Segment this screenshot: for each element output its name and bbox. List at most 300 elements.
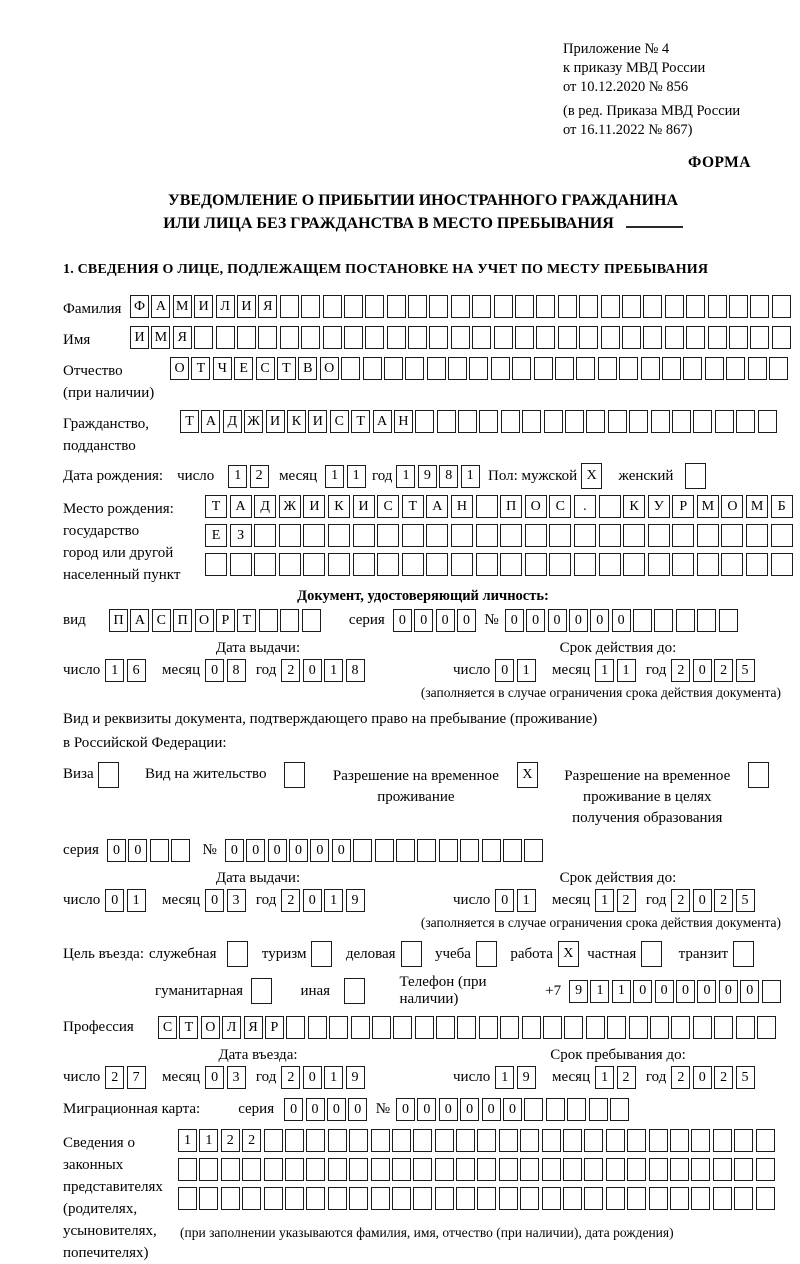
char-cell	[377, 553, 399, 576]
char-cell: 1	[127, 889, 146, 912]
char-cell	[371, 1158, 390, 1181]
char-cell: Ч	[213, 357, 232, 380]
sex-label: Пол: мужской	[488, 467, 578, 484]
char-cell	[714, 1016, 733, 1039]
char-cell	[713, 1158, 732, 1181]
birth-day-label: число	[177, 467, 215, 484]
edu-residence-label	[554, 762, 740, 829]
residence-doc-date-heads	[63, 870, 783, 887]
char-cell	[729, 295, 748, 318]
representatives-label	[63, 1129, 178, 1264]
edu-residence-label-line: проживание в целях	[583, 789, 712, 805]
stay-year-cells	[671, 1066, 757, 1089]
char-cell	[501, 410, 520, 433]
purpose-study-label: учеба	[434, 945, 471, 962]
profession-label: Профессия	[63, 1019, 134, 1035]
doc-expiry-date-group	[453, 659, 759, 682]
char-cell	[574, 524, 596, 547]
residence-issue-month-cells	[205, 889, 248, 912]
char-cell	[733, 941, 754, 967]
char-cell: Н	[394, 410, 413, 433]
residence-doc-series-row	[63, 839, 783, 862]
char-cell	[608, 410, 627, 433]
char-cell	[365, 295, 384, 318]
char-cell	[586, 1016, 605, 1039]
month-label: месяц	[552, 662, 591, 678]
char-cell: 0	[460, 1098, 479, 1121]
char-cell	[323, 295, 342, 318]
char-cell	[429, 326, 448, 349]
char-cell	[584, 1187, 603, 1210]
char-cell: С	[549, 495, 571, 518]
char-cell	[522, 410, 541, 433]
birth-place-label-line: Место рождения:	[63, 501, 174, 517]
purpose-other-checkbox	[344, 978, 367, 1004]
char-cell	[329, 1016, 348, 1039]
residence-doc-intro-2: в Российской Федерации:	[63, 735, 227, 751]
char-cell	[691, 1158, 710, 1181]
char-cell: 0	[128, 839, 147, 862]
char-cell	[303, 524, 325, 547]
char-cell: 0	[417, 1098, 436, 1121]
annex-line: Приложение № 4	[563, 41, 670, 57]
char-cell: Л	[216, 295, 235, 318]
citizenship-label	[63, 410, 180, 457]
char-cell: О	[525, 495, 547, 518]
char-cell: 5	[736, 889, 755, 912]
residence-expiry-month-cells	[595, 889, 638, 912]
char-cell: С	[377, 495, 399, 518]
char-cell	[691, 1129, 710, 1152]
char-cell	[427, 357, 446, 380]
patronymic-sublabel: (при наличии)	[63, 385, 155, 401]
char-cell: X	[581, 463, 602, 489]
char-cell	[544, 410, 563, 433]
residence-expiry-date-label: Срок действия до:	[559, 870, 677, 886]
char-cell	[500, 524, 522, 547]
char-cell: О	[195, 609, 214, 632]
given-name-row	[63, 326, 783, 351]
char-cell	[279, 553, 301, 576]
char-cell: 2	[105, 1066, 124, 1089]
char-cell	[650, 1016, 669, 1039]
char-cell	[756, 1129, 775, 1152]
char-cell: 2	[714, 1066, 733, 1089]
birth-place-label-line: государство	[63, 523, 140, 539]
char-cell	[402, 553, 424, 576]
char-cell	[762, 980, 781, 1003]
char-cell	[649, 1129, 668, 1152]
char-cell: 1	[396, 465, 415, 488]
residence-permit-checkbox	[284, 762, 307, 788]
migration-number-cells	[396, 1098, 631, 1121]
char-cell: 0	[289, 839, 308, 862]
char-cell	[564, 1016, 583, 1039]
char-cell: 0	[303, 1066, 322, 1089]
phone-cells	[569, 980, 783, 1003]
char-cell	[563, 1129, 582, 1152]
char-cell	[482, 839, 501, 862]
entry-date-label: Дата въезда:	[218, 1047, 298, 1063]
char-cell	[469, 357, 488, 380]
char-cell	[665, 326, 684, 349]
surname-row	[63, 295, 783, 320]
char-cell	[686, 326, 705, 349]
char-cell	[623, 524, 645, 547]
char-cell	[542, 1187, 561, 1210]
doc-expiry-month-cells	[595, 659, 638, 682]
char-cell: И	[266, 410, 285, 433]
purpose-second-row	[63, 974, 783, 1008]
char-cell	[451, 524, 473, 547]
char-cell	[377, 524, 399, 547]
char-cell	[649, 1187, 668, 1210]
char-cell	[413, 1187, 432, 1210]
char-cell	[458, 410, 477, 433]
char-cell: 2	[671, 889, 690, 912]
residence-expiry-year-cells	[671, 889, 757, 912]
residence-expiry-date-group	[453, 889, 759, 912]
phone-prefix: +7	[545, 982, 562, 999]
char-cell: 2	[714, 659, 733, 682]
char-cell	[672, 553, 694, 576]
char-cell: 1	[495, 1066, 514, 1089]
char-cell	[546, 1098, 565, 1121]
purpose-transit-checkbox	[733, 941, 756, 967]
char-cell: К	[287, 410, 306, 433]
form-label: ФОРМА	[687, 154, 751, 171]
char-cell	[344, 326, 363, 349]
representatives-row	[63, 1129, 783, 1264]
char-cell	[472, 295, 491, 318]
identity-doc-heading: Документ, удостоверяющий личность:	[297, 588, 549, 604]
day-label: число	[453, 662, 491, 678]
char-cell: 0	[503, 1098, 522, 1121]
temp-residence-label-line: Разрешение на временное	[332, 768, 499, 784]
profession-row	[63, 1016, 783, 1039]
day-label: число	[63, 1069, 101, 1085]
char-cell	[525, 553, 547, 576]
representatives-label-line: (родителях,	[63, 1201, 138, 1217]
char-cell	[284, 762, 305, 788]
purpose-tourism-label: туризм	[261, 945, 307, 962]
char-cell	[435, 1158, 454, 1181]
char-cell	[685, 463, 706, 489]
char-cell	[736, 410, 755, 433]
char-cell: 1	[517, 659, 536, 682]
char-cell: А	[130, 609, 149, 632]
char-cell	[555, 357, 574, 380]
temp-residence-label	[325, 762, 507, 808]
char-cell	[306, 1158, 325, 1181]
migration-card-label: Миграционная карта:	[63, 1101, 201, 1117]
residence-series-cells	[107, 839, 193, 862]
year-label: год	[645, 892, 667, 908]
char-cell: Т	[237, 609, 256, 632]
char-cell: 1	[324, 1066, 343, 1089]
char-cell	[757, 1016, 776, 1039]
char-cell	[641, 357, 660, 380]
char-cell	[503, 839, 522, 862]
char-cell: 2	[221, 1129, 240, 1152]
doc-expiry-date-label: Срок действия до:	[559, 640, 677, 656]
profession-cells	[158, 1016, 778, 1039]
char-cell	[670, 1158, 689, 1181]
purpose-work-label: работа	[510, 945, 553, 962]
char-cell: 0	[393, 609, 412, 632]
char-cell	[221, 1187, 240, 1210]
char-cell	[567, 1098, 586, 1121]
title-line-2: ИЛИ ЛИЦА БЕЗ ГРАЖДАНСТВА В МЕСТО ПРЕБЫВАНИЯ	[63, 212, 783, 235]
char-cell: Т	[402, 495, 424, 518]
visa-label: Виза	[63, 766, 94, 782]
char-cell: П	[109, 609, 128, 632]
annex-line: к приказу МВД России	[563, 60, 706, 76]
year-label: год	[645, 662, 667, 678]
patronymic-label-line: Отчество	[63, 363, 123, 379]
char-cell	[599, 524, 621, 547]
entry-date-row	[63, 1066, 783, 1089]
doc-issue-date-label: Дата выдачи:	[215, 640, 301, 656]
char-cell	[393, 1016, 412, 1039]
purpose-official-label: служебная	[148, 945, 217, 962]
char-cell	[515, 326, 534, 349]
char-cell	[736, 1016, 755, 1039]
representatives-note: (при заполнении указываются фамилия, имя, отчество (при наличии), дата рождения)	[180, 1225, 674, 1240]
char-cell	[323, 326, 342, 349]
char-cell	[734, 1187, 753, 1210]
year-label: год	[255, 892, 277, 908]
char-cell: 0	[697, 980, 716, 1003]
char-cell	[457, 1016, 476, 1039]
char-cell	[221, 1158, 240, 1181]
purpose-business-label: деловая	[345, 945, 396, 962]
char-cell	[251, 978, 272, 1004]
stay-month-cells	[595, 1066, 638, 1089]
char-cell	[534, 357, 553, 380]
char-cell: А	[373, 410, 392, 433]
migration-series-label: серия	[238, 1101, 275, 1117]
char-cell: 0	[414, 609, 433, 632]
char-cell	[756, 1158, 775, 1181]
char-cell: А	[201, 410, 220, 433]
char-cell	[258, 326, 277, 349]
char-cell: 2	[242, 1129, 261, 1152]
char-cell	[686, 295, 705, 318]
char-cell: Р	[216, 609, 235, 632]
char-cell: И	[130, 326, 149, 349]
char-cell: 0	[439, 1098, 458, 1121]
char-cell	[758, 410, 777, 433]
char-cell: 1	[612, 980, 631, 1003]
char-cell	[536, 295, 555, 318]
char-cell	[264, 1158, 283, 1181]
patronymic-cells	[170, 357, 790, 380]
char-cell	[599, 495, 621, 518]
char-cell	[372, 1016, 391, 1039]
char-cell: М	[173, 295, 192, 318]
char-cell: 7	[127, 1066, 146, 1089]
char-cell	[365, 326, 384, 349]
doc-type-cells	[109, 609, 323, 632]
char-cell	[396, 839, 415, 862]
char-cell	[242, 1187, 261, 1210]
birth-place-cells-block	[205, 495, 795, 582]
char-cell	[436, 1016, 455, 1039]
char-cell	[734, 1129, 753, 1152]
month-label: месяц	[552, 892, 591, 908]
char-cell	[353, 553, 375, 576]
char-cell	[328, 1158, 347, 1181]
char-cell: 0	[719, 980, 738, 1003]
char-cell: 2	[714, 889, 733, 912]
sex-male-checkbox	[581, 463, 604, 489]
char-cell: 0	[348, 1098, 367, 1121]
char-cell	[371, 1187, 390, 1210]
char-cell	[691, 1187, 710, 1210]
char-cell	[627, 1158, 646, 1181]
char-cell	[746, 553, 768, 576]
birth-year-label: год	[371, 467, 393, 484]
month-label: месяц	[552, 1069, 591, 1085]
char-cell	[499, 1129, 518, 1152]
char-cell: З	[230, 524, 252, 547]
char-cell	[606, 1158, 625, 1181]
identity-doc-row	[63, 609, 783, 632]
char-cell: О	[201, 1016, 220, 1039]
residence-issue-date-group	[63, 889, 453, 912]
char-cell	[227, 941, 248, 967]
residence-doc-type-row	[63, 762, 783, 829]
char-cell	[237, 326, 256, 349]
char-cell	[344, 978, 365, 1004]
char-cell: 1	[105, 659, 124, 682]
representatives-label-line: попечителях)	[63, 1245, 149, 1261]
char-cell	[476, 941, 497, 967]
char-cell	[456, 1158, 475, 1181]
purpose-work-checkbox	[558, 941, 581, 967]
char-cell	[479, 410, 498, 433]
purpose-transit-label: транзит	[678, 945, 729, 962]
char-cell: 0	[526, 609, 545, 632]
char-cell	[648, 553, 670, 576]
char-cell	[429, 295, 448, 318]
char-cell	[426, 553, 448, 576]
char-cell: 0	[327, 1098, 346, 1121]
annex-block	[563, 40, 783, 140]
char-cell	[353, 839, 372, 862]
residence-issue-date-label: Дата выдачи:	[215, 870, 301, 886]
char-cell	[563, 1158, 582, 1181]
char-cell	[525, 524, 547, 547]
char-cell: X	[558, 941, 579, 967]
char-cell	[520, 1158, 539, 1181]
title-blank-underline	[626, 215, 683, 228]
char-cell	[715, 410, 734, 433]
purpose-private-checkbox	[641, 941, 664, 967]
char-cell: 0	[436, 609, 455, 632]
stay-day-cells	[495, 1066, 538, 1089]
char-cell	[285, 1187, 304, 1210]
char-cell	[477, 1129, 496, 1152]
char-cell	[349, 1187, 368, 1210]
temp-residence-label-line: проживание	[377, 789, 455, 805]
char-cell	[672, 410, 691, 433]
char-cell	[683, 357, 702, 380]
char-cell	[286, 1016, 305, 1039]
char-cell	[472, 326, 491, 349]
sex-female-checkbox	[685, 463, 708, 489]
char-cell: С	[256, 357, 275, 380]
char-cell	[558, 326, 577, 349]
char-cell	[328, 1187, 347, 1210]
char-cell: 9	[517, 1066, 536, 1089]
char-cell	[254, 553, 276, 576]
char-cell: 6	[127, 659, 146, 682]
doc-issue-date-group	[63, 659, 453, 682]
char-cell	[351, 1016, 370, 1039]
char-cell	[413, 1158, 432, 1181]
char-cell: И	[353, 495, 375, 518]
month-label: месяц	[162, 892, 201, 908]
char-cell	[435, 1129, 454, 1152]
char-cell: 1	[595, 1066, 614, 1089]
birth-month-cells	[325, 465, 368, 488]
char-cell: Д	[254, 495, 276, 518]
char-cell: 9	[418, 465, 437, 488]
char-cell: 0	[612, 609, 631, 632]
char-cell	[708, 295, 727, 318]
citizenship-label-line: Гражданство,	[63, 416, 150, 432]
char-cell	[622, 295, 641, 318]
surname-label: Фамилия	[63, 301, 122, 317]
char-cell: 1	[199, 1129, 218, 1152]
char-cell: М	[697, 495, 719, 518]
char-cell: 0	[332, 839, 351, 862]
char-cell	[456, 1129, 475, 1152]
char-cell	[392, 1187, 411, 1210]
char-cell: 1	[461, 465, 480, 488]
char-cell: М	[746, 495, 768, 518]
char-cell	[558, 295, 577, 318]
char-cell	[641, 941, 662, 967]
entry-date-group	[63, 1066, 453, 1089]
edu-residence-label-line: Разрешение на временное	[564, 768, 731, 784]
patronymic-label	[63, 357, 170, 404]
char-cell: 1	[324, 889, 343, 912]
char-cell	[308, 1016, 327, 1039]
char-cell	[451, 553, 473, 576]
char-cell	[601, 326, 620, 349]
char-cell	[344, 295, 363, 318]
char-cell	[328, 524, 350, 547]
char-cell: Ф	[130, 295, 149, 318]
char-cell: 0	[495, 659, 514, 682]
char-cell: Е	[205, 524, 227, 547]
char-cell: 1	[324, 659, 343, 682]
char-cell	[515, 295, 534, 318]
char-cell	[417, 839, 436, 862]
char-cell	[259, 609, 278, 632]
char-cell: Т	[277, 357, 296, 380]
document-title	[63, 189, 783, 235]
char-cell	[476, 524, 498, 547]
char-cell	[405, 357, 424, 380]
char-cell: 0	[105, 889, 124, 912]
char-cell	[499, 1158, 518, 1181]
char-cell	[629, 410, 648, 433]
char-cell: И	[308, 410, 327, 433]
